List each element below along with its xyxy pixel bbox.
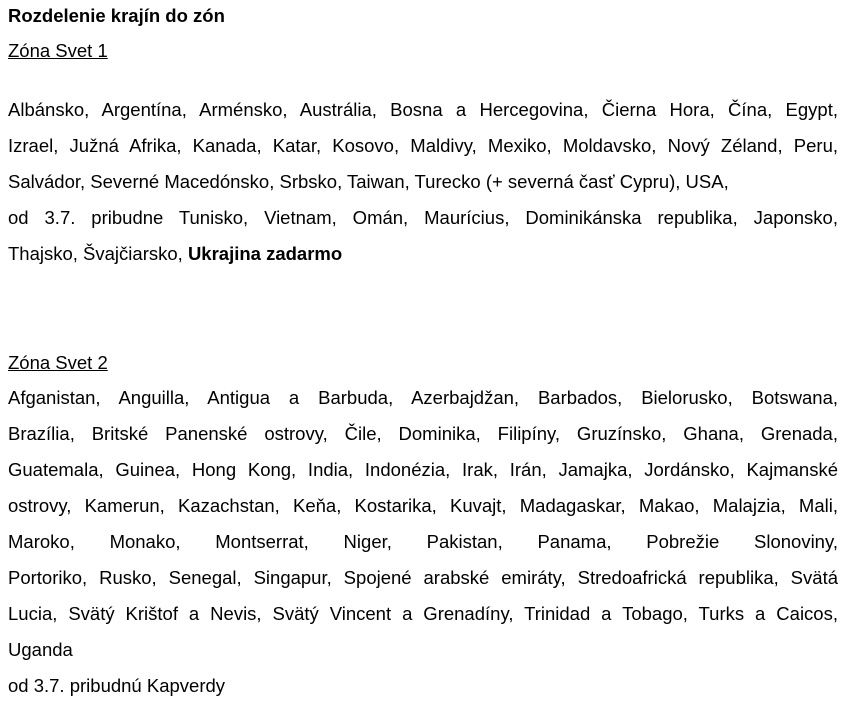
zone1-last-line-text: Thajsko, Švajčiarsko, <box>8 243 188 264</box>
zone2-heading: Zóna Svet 2 <box>8 352 108 373</box>
zone1-line: od 3.7. pribudne Tunisko, Vietnam, Omán, Maurícius, Dominikánska republika, Japonsko, <box>8 207 838 228</box>
zone1-line: Salvádor, Severné Macedónsko, Srbsko, Taiwan, Turecko (+ severná časť Cypru), USA, <box>8 171 729 192</box>
zone2-line: Guatemala, Guinea, Hong Kong, India, Indonézia, Irak, Irán, Jamajka, Jordánsko, Kajmanské <box>8 459 838 480</box>
zone1-last-line <box>8 236 838 272</box>
zone2-line: Portoriko, Rusko, Senegal, Singapur, Spojené arabské emiráty, Stredoafrická republika, Svätá <box>8 567 838 588</box>
zone2-addendum: od 3.7. pribudnú Kapverdy <box>8 675 226 696</box>
zone2-line: Brazília, Britské Panenské ostrovy, Čile, Dominika, Filipíny, Gruzínsko, Ghana, Grenada, <box>8 423 838 444</box>
zone2-line: Lucia, Svätý Krištof a Nevis, Svätý Vincent a Grenadíny, Trinidad a Tobago, Turks a Caicos, <box>8 603 838 624</box>
zone1-heading: Zóna Svet 1 <box>8 40 108 61</box>
zone1-line: Albánsko, Argentína, Arménsko, Austrália, Bosna a Hercegovina, Čierna Hora, Čína, Egypt, <box>8 99 838 120</box>
zone2-line: ostrovy, Kamerun, Kazachstan, Keňa, Kostarika, Kuvajt, Madagaskar, Makao, Malajzia, Mali, <box>8 495 838 516</box>
zone1-line: Izrael, Južná Afrika, Kanada, Katar, Kosovo, Maldivy, Mexiko, Moldavsko, Nový Zéland, Peru, <box>8 135 838 156</box>
zone2-line: Maroko, Monako, Montserrat, Niger, Pakistan, Panama, Pobrežie Slonoviny, <box>8 531 838 552</box>
zone2-last-line: Uganda <box>8 639 73 660</box>
ukraine-free-note: Ukrajina zadarmo <box>187 243 343 264</box>
zone2-line: Afganistan, Anguilla, Antigua a Barbuda, Azerbajdžan, Barbados, Bielorusko, Botswana, <box>8 387 838 408</box>
zone2-country-list <box>8 380 838 704</box>
zone1-country-list <box>8 92 838 272</box>
document-title: Rozdelenie krajín do zón <box>8 5 225 26</box>
